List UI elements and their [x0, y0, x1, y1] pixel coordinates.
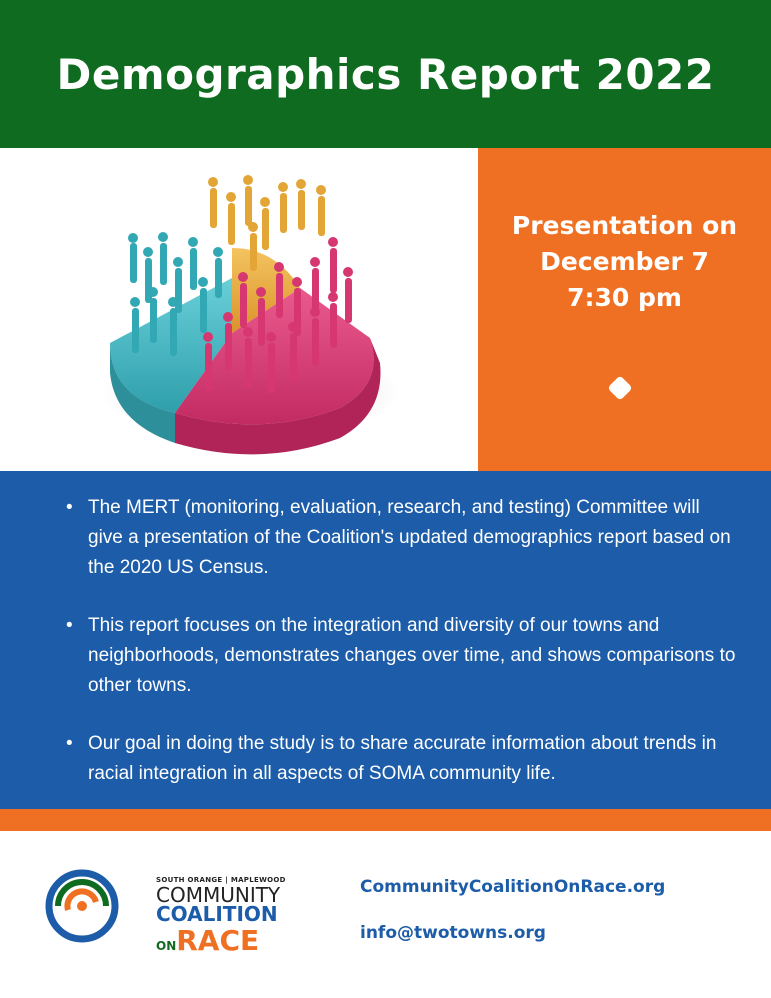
- hero-image: [0, 148, 478, 471]
- bullet-list: [66, 493, 736, 817]
- email-link[interactable]: info@twotowns.org: [360, 923, 546, 943]
- diamond-icon: [607, 375, 632, 400]
- divider-stripe: [0, 809, 771, 831]
- coalition-logo-icon: [44, 856, 120, 956]
- pie-people-illustration: [0, 148, 478, 471]
- event-time: 7:30 pm: [567, 283, 682, 312]
- bullet-item: • This report focuses on the integration and diversity of our towns and neighborhoods, demonstrates changes over time, and shows comparisons to other towns.: [66, 611, 736, 701]
- event-date: December 7: [540, 247, 709, 276]
- header-banner: [0, 0, 771, 148]
- event-panel: [478, 148, 771, 471]
- bullet-item: • Our goal in doing the study is to share accurate information about trends in racial integration in all aspects of SOMA community life.: [66, 729, 736, 789]
- event-details: [478, 208, 771, 316]
- page-title: Demographics Report 2022: [56, 49, 715, 99]
- logo-wordmark: [156, 876, 296, 957]
- event-heading: Presentation on: [511, 211, 738, 240]
- logo-on: ON: [156, 939, 177, 953]
- logo-community: COMMUNITY: [156, 883, 281, 907]
- logo-coalition: COALITION: [156, 902, 278, 926]
- bullet-item: • The MERT (monitoring, evaluation, research, and testing) Committee will give a presentation of the Coalition's updated demographics report based on the 2020 US Census.: [66, 493, 736, 583]
- footer: [0, 831, 771, 998]
- logo-race: RACE: [176, 924, 260, 957]
- logo-towns: SOUTH ORANGE | MAPLEWOOD: [156, 876, 286, 884]
- description-panel: [0, 471, 771, 809]
- logo-on-race: [156, 924, 296, 957]
- website-link[interactable]: CommunityCoalitionOnRace.org: [360, 877, 666, 897]
